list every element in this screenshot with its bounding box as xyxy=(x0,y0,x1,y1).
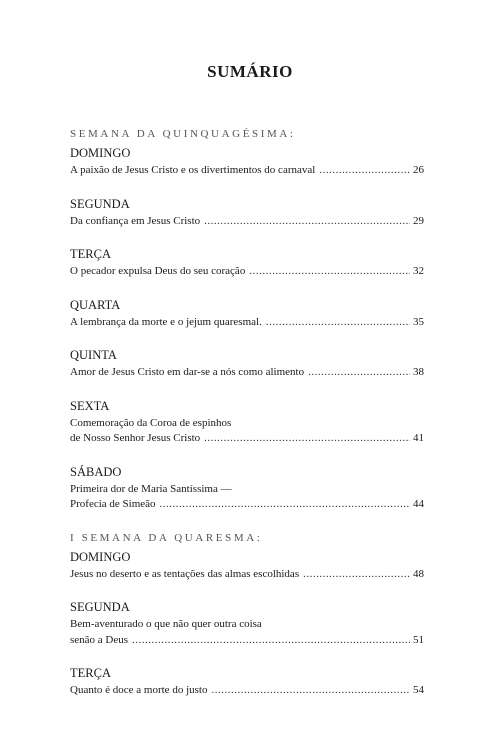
toc-entry xyxy=(70,247,424,280)
dot-leader xyxy=(319,163,410,179)
dot-leader xyxy=(303,567,410,583)
day-name: SEGUNDA xyxy=(70,600,130,614)
toc-entry xyxy=(70,197,424,230)
entry-title-line: Bem-aventurado o que não quer outra coisa xyxy=(70,618,262,630)
entry-line xyxy=(70,431,424,447)
entry-title: senão a Deus xyxy=(70,633,129,646)
entry-title: de Nosso Senhor Jesus Cristo xyxy=(70,432,201,444)
day-name: SÁBADO xyxy=(70,464,122,479)
entry-line xyxy=(70,264,424,280)
page-number: 29 xyxy=(413,214,424,227)
entry-line xyxy=(70,633,424,649)
entry-title-line: Comemoração da Coroa de espinhos xyxy=(70,416,232,429)
day-name: DOMINGO xyxy=(70,146,131,160)
toc-entry xyxy=(70,600,424,648)
entry-title-line: Primeira dor de Maria Santíssima — xyxy=(70,482,232,495)
page-number: 35 xyxy=(413,315,424,328)
day-name: TERÇA xyxy=(70,247,111,261)
day-name: SEXTA xyxy=(70,398,110,413)
entry-title: Amor de Jesus Cristo em dar-se a nós como alimento xyxy=(70,366,305,378)
toc-entry xyxy=(70,146,424,179)
section-heading: SEMANA DA QUINQUAGÉSIMA: xyxy=(70,128,296,140)
entry-title: Quanto é doce a morte do justo xyxy=(70,684,208,696)
entry-title: O pecador expulsa Deus do seu coração xyxy=(70,265,246,277)
entry-title: Da confiança em Jesus Cristo xyxy=(70,214,201,227)
day-name: DOMINGO xyxy=(70,549,131,564)
day-name: TERÇA xyxy=(70,666,111,680)
entry-line xyxy=(70,683,424,699)
entry-title: A paixão de Jesus Cristo e os divertimentos do carnaval xyxy=(70,164,316,176)
entry-line xyxy=(70,214,424,230)
entry-title: Jesus no deserto e as tentações das almas escolhidas xyxy=(70,567,300,580)
toc-entry xyxy=(70,298,424,331)
entry-line xyxy=(70,163,424,179)
page-title: SUMÁRIO xyxy=(207,62,293,81)
table-of-contents xyxy=(70,128,424,717)
dot-leader xyxy=(249,264,410,280)
page-number: 54 xyxy=(413,684,424,696)
page-number: 38 xyxy=(413,366,424,378)
dot-leader xyxy=(204,431,410,447)
day-name: QUARTA xyxy=(70,297,121,312)
day-name: QUINTA xyxy=(70,348,117,362)
page-number: 32 xyxy=(413,265,424,277)
page-number: 41 xyxy=(413,432,424,444)
dot-leader xyxy=(160,497,410,513)
toc-section xyxy=(70,532,424,699)
toc-entry xyxy=(70,550,424,583)
toc-entry xyxy=(70,666,424,699)
dot-leader xyxy=(211,683,410,699)
page-number: 26 xyxy=(413,164,424,176)
entry-line xyxy=(70,567,424,583)
page-number: 48 xyxy=(413,567,424,580)
toc-entry xyxy=(70,465,424,513)
page-number: 51 xyxy=(413,633,424,646)
section-heading: I SEMANA DA QUARESMA: xyxy=(70,531,263,544)
entry-title: Profecia de Simeão xyxy=(70,498,156,510)
toc-entry xyxy=(70,399,424,447)
entry-line xyxy=(70,365,424,381)
toc-entry xyxy=(70,348,424,381)
entry-title: A lembrança da morte e o jejum quaresmal. xyxy=(70,315,262,328)
page-number: 44 xyxy=(413,498,424,510)
dot-leader xyxy=(266,315,410,331)
entry-line xyxy=(70,497,424,513)
entry-line xyxy=(70,315,424,331)
day-name: SEGUNDA xyxy=(70,196,130,211)
toc-section xyxy=(70,128,424,513)
dot-leader xyxy=(132,633,410,649)
dot-leader xyxy=(204,214,410,230)
dot-leader xyxy=(308,365,410,381)
